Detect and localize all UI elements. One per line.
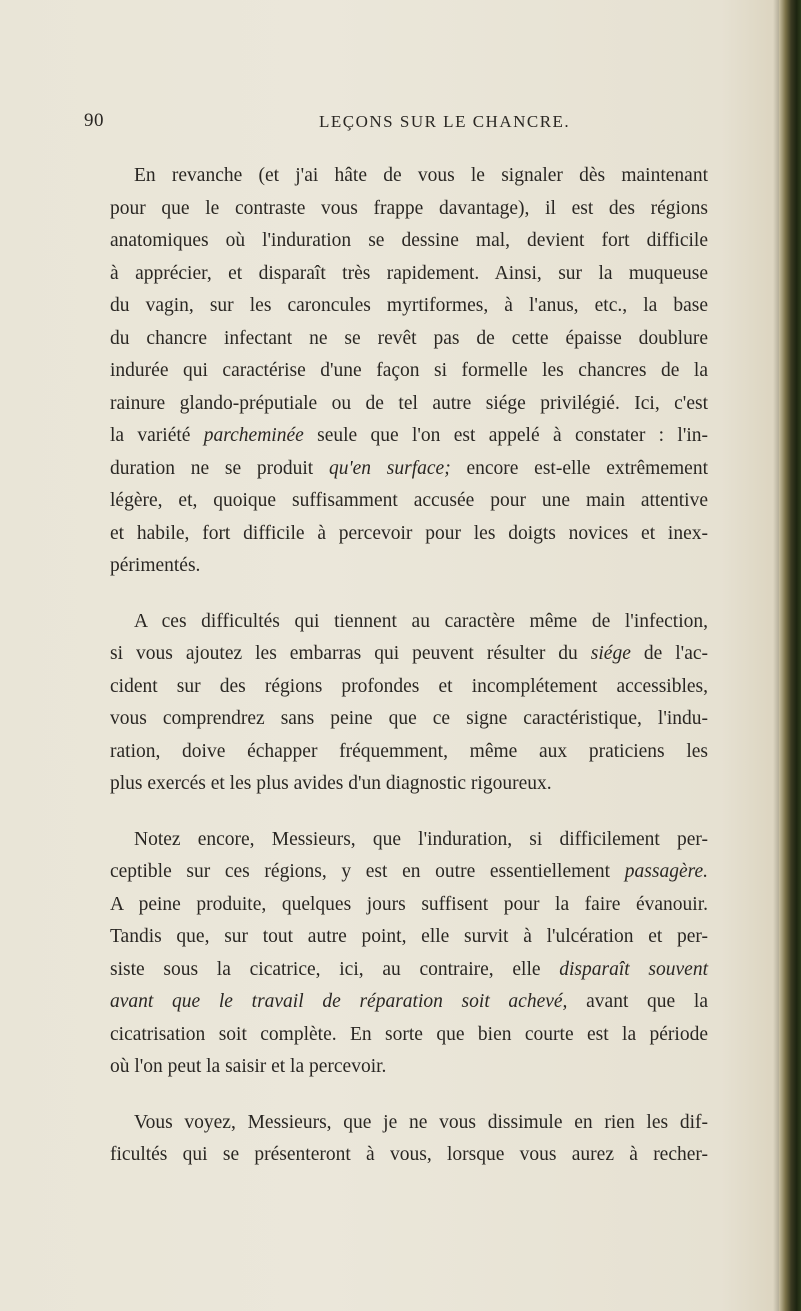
text-line: A peine produite, quelques jours suffisent pour la faire évanouir. [110,893,708,915]
paragraph-1 [110,160,708,583]
text-line: anatomiques où l'induration se dessine mal, devient fort difficile [110,230,708,251]
text-line: avant que le travail de réparation soit achevé, avant que la [110,991,708,1012]
text-line: Tandis que, sur tout autre point, elle survit à l'ulcération et per- [110,926,708,947]
running-title: LEÇONS SUR LE CHANCRE. [319,112,571,131]
text-line: siste sous la cicatrice, ici, au contraire, elle disparaît souvent [110,958,708,980]
text-line: du vagin, sur les caroncules myrtiformes, à l'anus, etc., la base [110,295,708,316]
text-line: vous comprendrez sans peine que ce signe caractéristique, l'indu- [110,708,708,729]
text-line: du chancre infectant ne se revêt pas de cette épaisse doublure [110,327,708,349]
text-line: duration ne se produit qu'en surface; encore est-elle extrêmement [110,457,708,479]
text-line: la variété parcheminée seule que l'on est appelé à constater : l'in- [110,425,708,446]
body-text [110,160,708,1195]
paragraph-2 [110,606,708,801]
text-line: cicatrisation soit complète. En sorte que bien courte est la période [110,1023,708,1045]
text-line: indurée qui caractérise d'une façon si formelle les chancres de la [110,360,708,381]
text-line: cident sur des régions profondes et incomplétement accessibles, [110,675,708,697]
text-line: si vous ajoutez les embarras qui peuvent résulter du siége de l'ac- [110,643,708,664]
text-line: rainure glando-préputiale ou de tel autre siége privilégié. Ici, c'est [110,392,708,414]
text-line: Notez encore, Messieurs, que l'induration, si difficilement per- [134,828,708,850]
text-line: légère, et, quoique suffisamment accusée pour une main attentive [110,490,708,511]
text-line: ficultés qui se présenteront à vous, lorsque vous aurez à recher- [110,1144,708,1165]
text-line: ration, doive échapper fréquemment, même aux praticiens les [110,740,708,762]
text-line: et habile, fort difficile à percevoir pour les doigts novices et inex- [110,522,708,544]
paragraph-3 [110,824,708,1084]
text-line: à apprécier, et disparaît très rapidement. Ainsi, sur la muqueuse [110,262,708,284]
text-line: Vous voyez, Messieurs, que je ne vous dissimule en rien les dif- [134,1111,708,1133]
text-line: où l'on peut la saisir et la percevoir. [110,1056,387,1077]
page-header [84,110,704,140]
page-number: 90 [84,110,104,131]
text-line: périmentés. [110,555,201,576]
book-spine [779,0,801,1311]
text-line: A ces difficultés qui tiennent au caractère même de l'infection, [134,610,708,632]
text-line: plus exercés et les plus avides d'un diagnostic rigoureux. [110,773,552,794]
text-line: ceptible sur ces régions, y est en outre essentiellement passagère. [110,861,708,882]
text-line: En revanche (et j'ai hâte de vous le signaler dès maintenant [134,165,708,186]
paragraph-4 [110,1107,708,1172]
text-line: pour que le contraste vous frappe davantage), il est des régions [110,197,708,219]
